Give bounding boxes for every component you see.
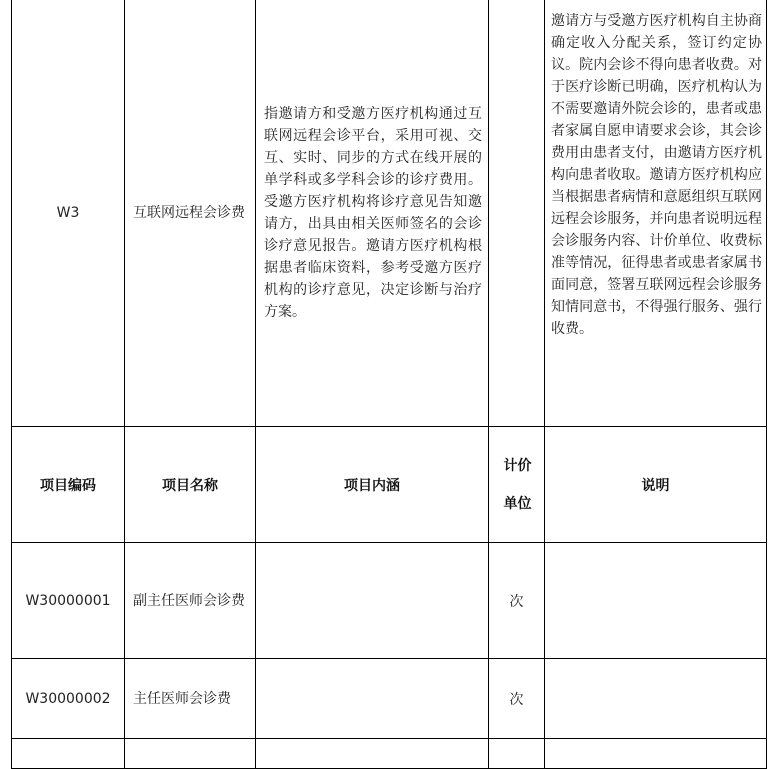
fee-table — [11, 0, 767, 769]
item-name: 副主任医师会诊费 — [125, 543, 256, 659]
table-header-row — [12, 427, 767, 543]
header-unit: 计价单位 — [489, 427, 545, 543]
table-row — [12, 659, 767, 739]
item-unit: 次 — [489, 659, 545, 739]
item-note — [545, 659, 767, 739]
header-code: 项目编码 — [12, 427, 125, 543]
empty-cell — [125, 739, 256, 769]
header-note: 说明 — [545, 427, 767, 543]
w3-code: W3 — [12, 0, 125, 427]
item-content — [256, 543, 489, 659]
item-note — [545, 543, 767, 659]
item-unit: 次 — [489, 543, 545, 659]
w3-note: 邀请方与受邀方医疗机构自主协商确定收入分配关系，签订约定协议。院内会诊不得向患者收费。对于医疗诊断已明确，医疗机构认为不需要邀请外院会诊的，患者或患者家属自愿申请要求会诊，其会诊费用由患者支付，由邀请方医疗机构向患者收取。邀请方医疗机构应当根据患者病情和意愿组织互联网远程会诊服务，并向患者说明远程会诊服务内容、计价单位、收费标准等情况，征得患者或患者家属书面同意，签署互联网远程会诊服务知情同意书，不得强行服务、强行收费。 — [545, 0, 767, 427]
item-code: W30000002 — [12, 659, 125, 739]
empty-cell — [489, 739, 545, 769]
empty-cell — [256, 739, 489, 769]
empty-cell — [545, 739, 767, 769]
item-name: 主任医师会诊费 — [125, 659, 256, 739]
table-row-partial — [12, 739, 767, 769]
header-content: 项目内涵 — [256, 427, 489, 543]
header-name: 项目名称 — [125, 427, 256, 543]
table-row-w3 — [12, 0, 767, 427]
empty-cell — [12, 739, 125, 769]
item-code: W30000001 — [12, 543, 125, 659]
w3-name: 互联网远程会诊费 — [125, 0, 256, 427]
w3-unit — [489, 0, 545, 427]
table-row — [12, 543, 767, 659]
w3-description: 指邀请方和受邀方医疗机构通过互联网远程会诊平台，采用可视、交互、实时、同步的方式在线开展的单学科或多学科会诊的诊疗费用。受邀方医疗机构将诊疗意见告知邀请方，出具由相关医师签名的会诊诊疗意见报告。邀请方医疗机构根据患者临床资料，参考受邀方医疗机构的诊疗意见，决定诊断与治疗方案。 — [256, 0, 489, 427]
item-content — [256, 659, 489, 739]
